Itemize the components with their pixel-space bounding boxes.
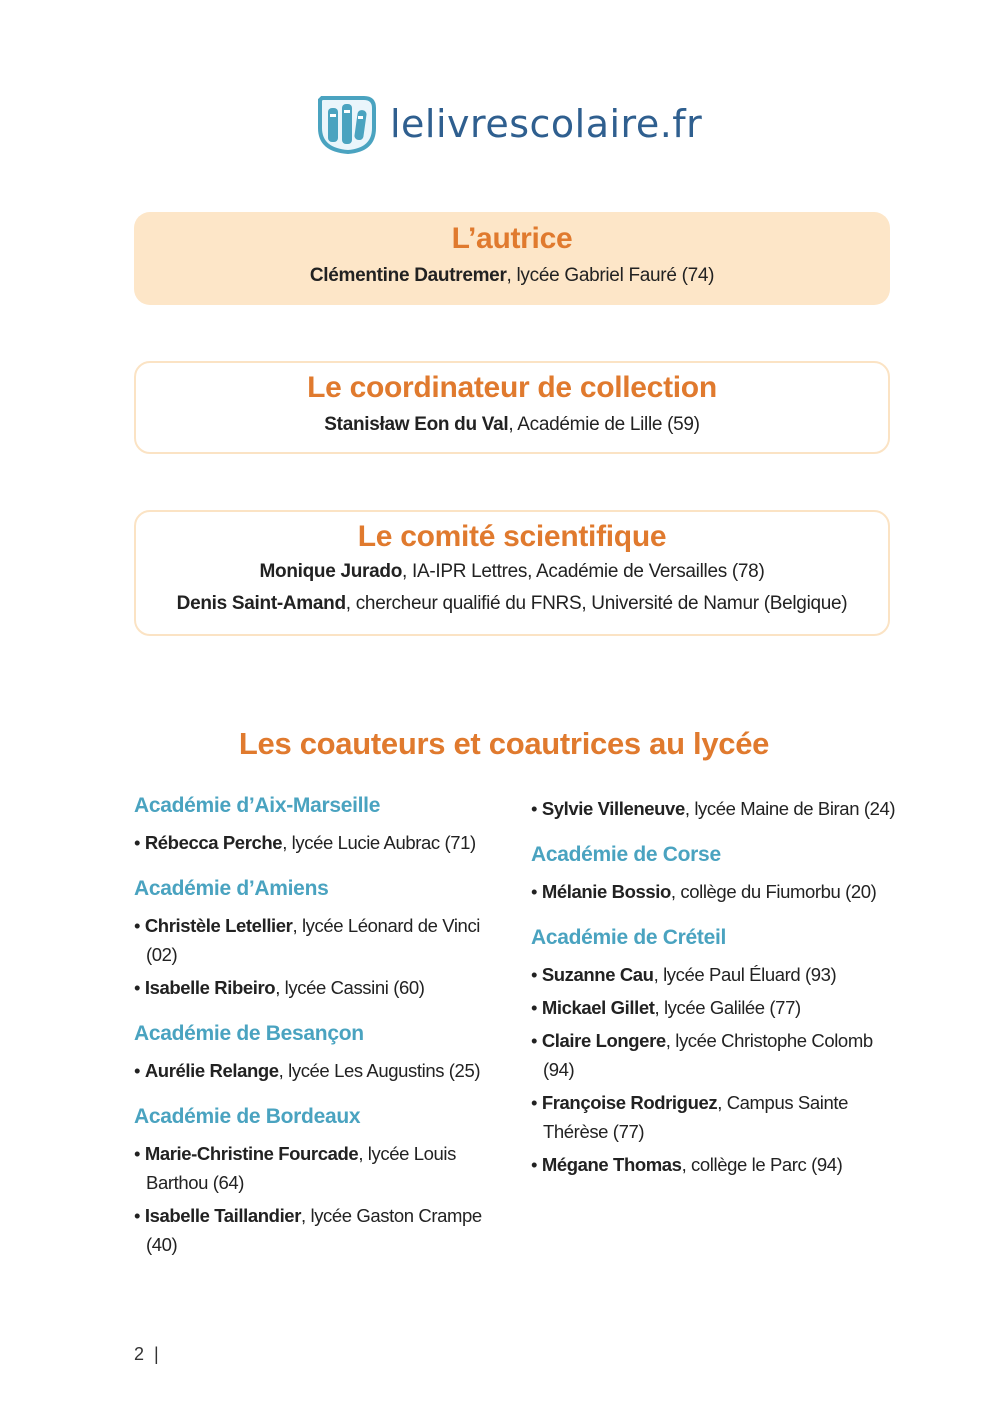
person-name: Mélanie Bossio	[541, 881, 671, 902]
books-logo-icon	[314, 92, 378, 156]
list-item: • Mégane Thomas, collège le Parc (94)	[531, 1154, 843, 1175]
page-number: 2	[134, 1344, 145, 1364]
person-name: Mégane Thomas	[541, 1154, 682, 1175]
list-item: • Rébecca Perche, lycée Lucie Aubrac (71)	[134, 832, 476, 853]
academy-heading: Académie de Bordeaux	[134, 1105, 361, 1128]
person-detail: , lycée Galilée (77)	[654, 997, 801, 1018]
academy-heading: Académie d’Aix-Marseille	[134, 794, 381, 817]
person-detail: , Académie de Lille (59)	[508, 414, 700, 435]
list-item: • Mickael Gillet, lycée Galilée (77)	[531, 997, 801, 1018]
coordinator-title: Le coordinateur de collection	[307, 371, 717, 404]
academy-group	[134, 1105, 499, 1259]
list-item: • Aurélie Relange, lycée Les Augustins (25)	[134, 1060, 481, 1081]
academy-group	[134, 794, 499, 857]
author-title: L’autrice	[451, 222, 573, 255]
committee-box	[134, 510, 890, 636]
person-name: Isabelle Taillandier	[144, 1205, 301, 1226]
person-name: Aurélie Relange	[144, 1060, 279, 1081]
footer-separator: |	[154, 1344, 159, 1364]
list-item: • Claire Longere, lycée Christophe Colomb (94)	[531, 1030, 873, 1080]
person-name: Clémentine Dautremer	[309, 265, 507, 286]
coauthors-left-column	[134, 794, 499, 1279]
person-detail: , collège du Fiumorbu (20)	[670, 881, 877, 902]
academy-heading: Académie de Corse	[531, 843, 721, 866]
person-name: Denis Saint-Amand	[176, 593, 346, 614]
person-line	[136, 409, 888, 441]
person-detail: , lycée Cassini (60)	[275, 977, 425, 998]
page-footer	[134, 1344, 159, 1365]
person-detail: , IA-IPR Lettres, Académie de Versailles (78)	[402, 561, 765, 582]
list-item: • Suzanne Cau, lycée Paul Éluard (93)	[531, 964, 837, 985]
academy-group	[134, 1022, 499, 1085]
person-detail: , lycée Lucie Aubrac (71)	[282, 832, 476, 853]
person-line	[136, 556, 888, 620]
academy-heading: Académie de Créteil	[531, 926, 727, 949]
committee-title: Le comité scientifique	[357, 520, 667, 553]
person-detail: , lycée Christophe Colomb (94)	[543, 1030, 873, 1080]
person-name: Claire Longere	[541, 1030, 666, 1051]
person-name: Marie-Christine Fourcade	[144, 1143, 359, 1164]
person-detail: , collège le Parc (94)	[681, 1154, 843, 1175]
academy-group	[134, 877, 499, 1002]
person-name: Monique Jurado	[259, 561, 403, 582]
person-name: Stanisław Eon du Val	[324, 414, 509, 435]
list-item: • Christèle Letellier, lycée Léonard de Vinci (02)	[134, 915, 481, 965]
list-item: • Mélanie Bossio, collège du Fiumorbu (20)	[531, 881, 877, 902]
list-item: • Marie-Christine Fourcade, lycée Louis Barthou (64)	[134, 1143, 456, 1193]
list-item: • Françoise Rodriguez, Campus Sainte Thérèse (77)	[531, 1092, 848, 1142]
person-name: Suzanne Cau	[541, 964, 654, 985]
person-detail: , lycée Gaston Crampe (40)	[146, 1205, 482, 1255]
person-name: Sylvie Villeneuve	[541, 798, 685, 819]
person-name: Mickael Gillet	[541, 997, 655, 1018]
person-detail: , lycée Les Augustins (25)	[278, 1060, 481, 1081]
person-detail: , lycée Paul Éluard (93)	[653, 964, 837, 985]
person-name: Rébecca Perche	[144, 832, 283, 853]
person-name: Isabelle Ribeiro	[144, 977, 276, 998]
person-detail: , lycée Léonard de Vinci (02)	[146, 915, 481, 965]
academy-group	[531, 843, 896, 906]
coauthors-title: Les coauteurs et coautrices au lycée	[238, 726, 770, 761]
academy-heading: Académie d’Amiens	[134, 877, 329, 900]
list-item: • Sylvie Villeneuve, lycée Maine de Biran (24)	[531, 798, 896, 819]
coordinator-box	[134, 361, 890, 454]
person-detail: , chercheur qualifié du FNRS, Université de Namur (Belgique)	[345, 593, 848, 614]
logo	[314, 92, 702, 156]
person-detail: , lycée Gabriel Fauré (74)	[506, 265, 715, 286]
academy-heading: Académie de Besançon	[134, 1022, 364, 1045]
person-detail: , lycée Maine de Biran (24)	[684, 798, 896, 819]
person-name: Françoise Rodriguez	[541, 1092, 718, 1113]
author-box	[134, 212, 890, 305]
logo-text: lelivrescolaire.fr	[390, 102, 703, 146]
person-detail: , lycée Louis Barthou (64)	[146, 1143, 456, 1193]
academy-group	[531, 926, 896, 1179]
person-detail: , Campus Sainte Thérèse (77)	[543, 1092, 848, 1142]
person-line	[134, 260, 890, 292]
coauthors-right-column	[531, 794, 896, 1199]
list-item: • Isabelle Taillandier, lycée Gaston Crampe (40)	[134, 1205, 482, 1255]
person-name: Christèle Letellier	[144, 915, 293, 936]
academy-group	[531, 794, 896, 823]
list-item: • Isabelle Ribeiro, lycée Cassini (60)	[134, 977, 425, 998]
